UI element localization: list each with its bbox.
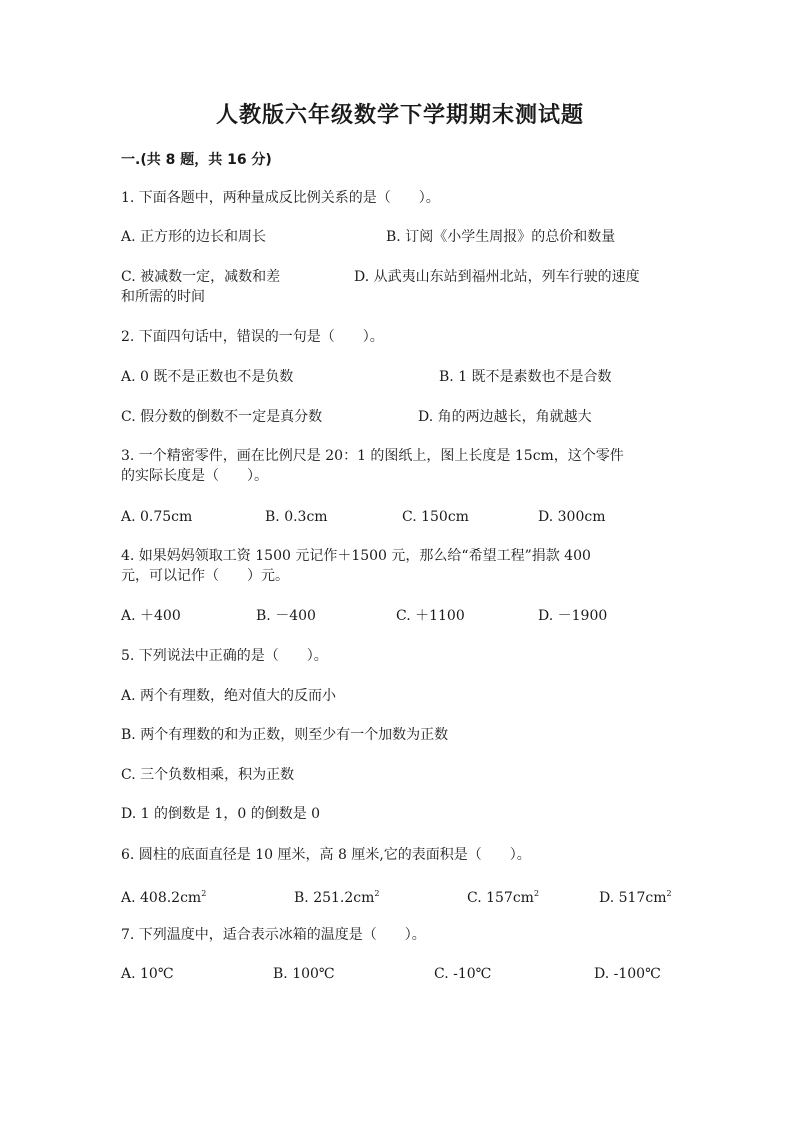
- question-7-stem: 7. 下列温度中，适合表示冰箱的温度是（ ）。: [121, 927, 426, 943]
- question-5-option-d: D. 1 的倒数是 1，0 的倒数是 0: [121, 806, 321, 822]
- question-5-stem: 5. 下列说法中正确的是（ ）。: [121, 648, 328, 664]
- question-4-stem-continued: 元，可以记作（ ）元。: [121, 568, 289, 584]
- question-1-option-d-continued: 和所需的时间: [121, 289, 205, 305]
- question-7-option-c: C. -10℃: [434, 966, 492, 982]
- question-2-option-a: A. 0 既不是正数也不是负数: [121, 369, 294, 385]
- question-6-option-d: [599, 884, 672, 908]
- question-2-option-d: D. 角的两边越长，角就越大: [418, 409, 592, 425]
- question-4-option-a: A. ＋400: [121, 608, 181, 624]
- question-1-stem: 1. 下面各题中，两种量成反比例关系的是（ ）。: [121, 190, 440, 206]
- section-heading: 一.(共 8 题，共 16 分): [121, 152, 272, 168]
- question-1-option-c: C. 被减数一定，减数和差: [121, 269, 281, 285]
- square-unit-superscript: 2: [666, 889, 672, 898]
- question-1-option-b: B. 订阅《小学生周报》的总价和数量: [386, 229, 616, 245]
- option-c-text: C. 157cm: [467, 890, 534, 906]
- question-4-option-b: B. －400: [256, 608, 316, 624]
- question-3-option-c: C. 150cm: [402, 509, 469, 525]
- option-b-text: B. 251.2cm: [294, 890, 375, 906]
- question-7-option-b: B. 100℃: [273, 966, 335, 982]
- question-5-option-b: B. 两个有理数的和为正数，则至少有一个加数为正数: [121, 727, 449, 743]
- question-2-option-c: C. 假分数的倒数不一定是真分数: [121, 409, 323, 425]
- square-unit-superscript: 2: [533, 889, 540, 898]
- question-6-option-c: [467, 884, 539, 908]
- question-3-option-b: B. 0.3cm: [265, 509, 328, 525]
- question-6-option-a: [121, 884, 206, 908]
- option-d-text: D. 517cm: [599, 890, 667, 906]
- question-6-option-b: [294, 884, 379, 908]
- question-3-stem-continued: 的实际长度是（ ）。: [121, 468, 268, 484]
- page-title: 人教版六年级数学下学期期末测试题: [215, 103, 584, 128]
- option-a-text: A. 408.2cm: [121, 890, 202, 906]
- question-4-option-c: C. ＋1100: [396, 608, 465, 624]
- question-6-stem: 6. 圆柱的底面直径是 10 厘米，高 8 厘米,它的表面积是（ ）。: [121, 847, 531, 863]
- question-4-option-d: D. －1900: [538, 608, 608, 624]
- square-unit-superscript: 2: [374, 889, 380, 898]
- question-1-option-d: D. 从武夷山东站到福州北站，列车行驶的速度: [354, 269, 640, 285]
- question-5-option-a: A. 两个有理数，绝对值大的反而小: [121, 688, 337, 704]
- question-2-option-b: B. 1 既不是素数也不是合数: [439, 369, 612, 385]
- square-unit-superscript: 2: [201, 889, 207, 898]
- question-3-option-a: A. 0.75cm: [121, 509, 193, 525]
- question-7-option-a: A. 10℃: [121, 966, 174, 982]
- question-4-stem: 4. 如果妈妈领取工资 1500 元记作＋1500 元，那么给“希望工程”捐款 400: [121, 548, 591, 564]
- question-3-stem: 3. 一个精密零件，画在比例尺是 20：1 的图纸上，图上长度是 15cm，这个零件: [121, 448, 624, 464]
- question-7-option-d: D. -100℃: [594, 966, 661, 982]
- question-1-option-a: A. 正方形的边长和周长: [121, 229, 267, 245]
- question-5-option-c: C. 三个负数相乘，积为正数: [121, 767, 295, 783]
- question-3-option-d: D. 300cm: [538, 509, 606, 525]
- question-2-stem: 2. 下面四句话中，错误的一句是（ ）。: [121, 329, 384, 345]
